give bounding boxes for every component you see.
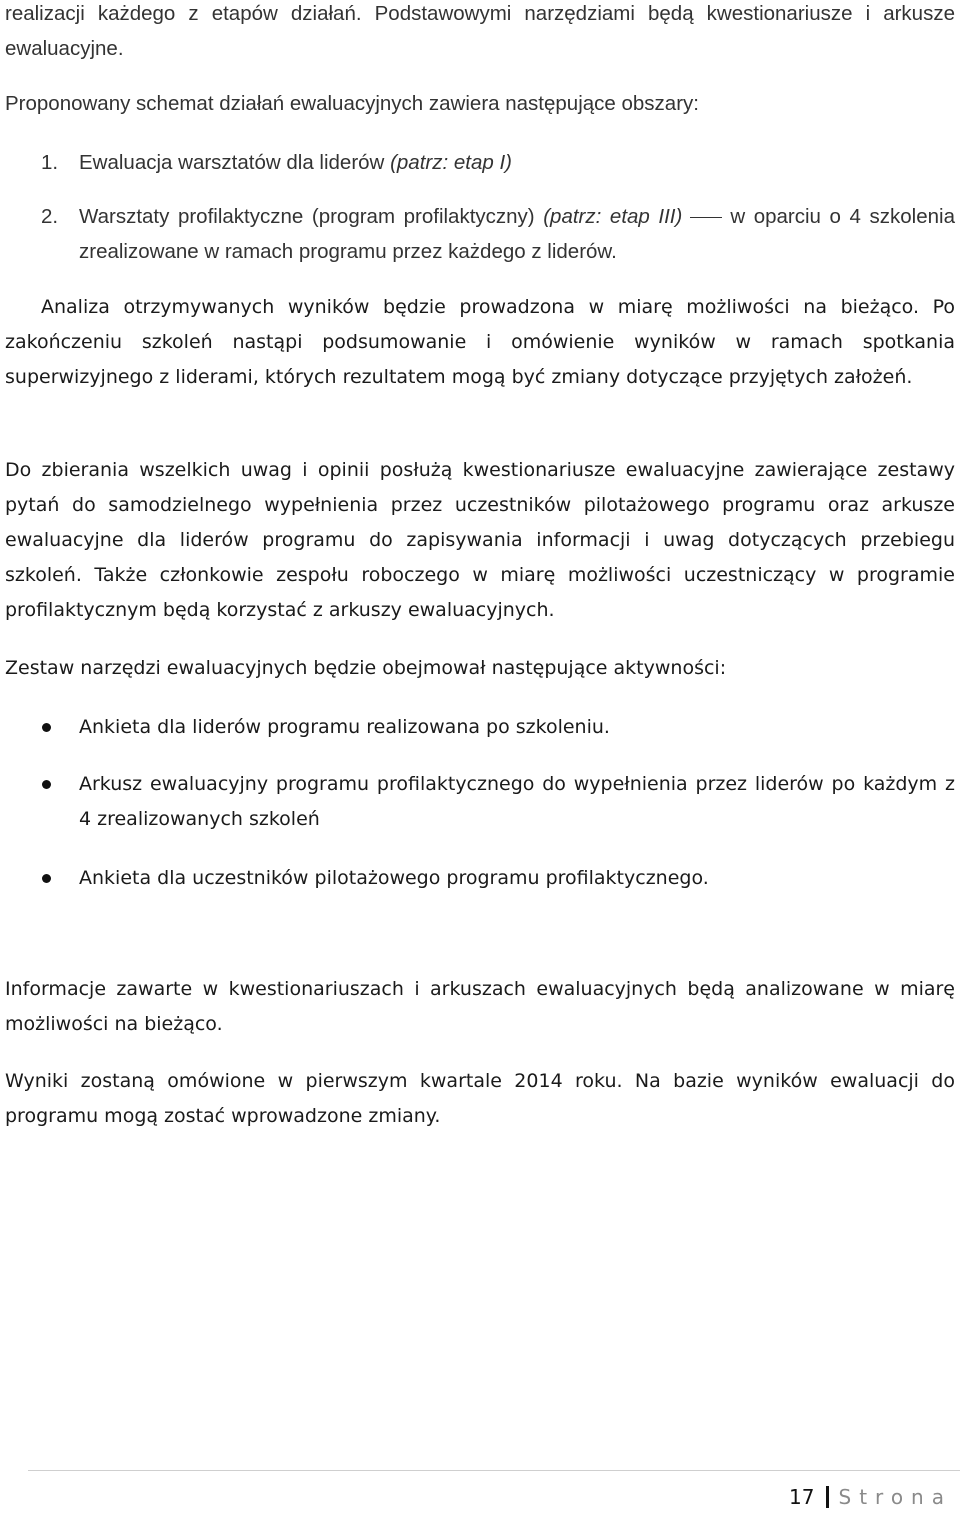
toolset-intro: Zestaw narzędzi ewaluacyjnych będzie obejmował następujące aktywności: bbox=[5, 657, 727, 679]
activity-item-2 bbox=[42, 767, 955, 837]
area-note: (patrz: etap I) bbox=[390, 151, 512, 174]
footer-divider bbox=[28, 1470, 960, 1471]
bullet-icon bbox=[42, 780, 51, 789]
schema-intro: Proponowany schemat działań ewaluacyjnych zawiera następujące obszary: bbox=[5, 92, 699, 115]
collection-paragraph: Do zbierania wszelkich uwag i opinii posłużą kwestionariusze ewaluacyjne zawierające zestawy pytań do samodzielnego wypełnienia przez uczestników pilotażowego programu oraz arkusze ewaluacyjne dla liderów programu do zapisywania informacji i uwag dotyczących przebiegu szkoleń. Także członkowie zespołu roboczego w miarę możliwości uczestniczący w programie profilaktycznym będą korzystać z arkuszy ewaluacyjnych. bbox=[5, 459, 955, 621]
analysis-info-paragraph: Informacje zawarte w kwestionariuszach i arkuszach ewaluacyjnych będą analizowane w miarę możliwości na bieżąco. bbox=[5, 978, 955, 1035]
activity-item-1 bbox=[42, 710, 955, 745]
page-label: Strona bbox=[838, 1485, 952, 1509]
page-number: 17 bbox=[789, 1485, 815, 1509]
top-paragraph: realizacji każdego z etapów działań. Podstawowymi narzędziami będą kwestionariusze i arkusze ewaluacyjne. bbox=[5, 2, 955, 60]
footer-separator bbox=[826, 1486, 829, 1508]
area-number: 2. bbox=[41, 205, 59, 228]
bullet-icon bbox=[42, 723, 51, 732]
area-note: (patrz: etap III) bbox=[543, 205, 683, 228]
area-text bbox=[79, 199, 955, 269]
area-text-after: w oparciu o 4 szkolenia zrealizowane w ramach programu przez każdego z liderów. bbox=[79, 205, 955, 263]
area-text-main: Warsztaty profilaktyczne (program profilaktyczny) bbox=[79, 205, 535, 228]
activity-text: Ankieta dla liderów programu realizowana po szkoleniu. bbox=[79, 716, 610, 738]
analysis-paragraph: Analiza otrzymywanych wyników będzie prowadzona w miarę możliwości na bieżąco. Po zakończeniu szkoleń nastąpi podsumowanie i omówienie wyników w ramach spotkania superwizyjnego z liderami, których rezultatem mogą być zmiany dotyczące przyjętych założeń. bbox=[5, 296, 955, 388]
results-paragraph: Wyniki zostaną omówione w pierwszym kwartale 2014 roku. Na bazie wyników ewaluacji do programu mogą zostać wprowadzone zmiany. bbox=[5, 1070, 955, 1127]
bullet-icon bbox=[42, 874, 51, 883]
page-footer bbox=[789, 1483, 952, 1511]
area-item-2 bbox=[41, 199, 955, 269]
area-number: 1. bbox=[41, 151, 59, 174]
area-text-main: Ewaluacja warsztatów dla liderów bbox=[79, 151, 385, 174]
em-dash bbox=[690, 217, 722, 218]
area-item-1 bbox=[41, 145, 955, 180]
area-text bbox=[79, 145, 955, 180]
activity-text: Arkusz ewaluacyjny programu profilaktycznego do wypełnienia przez liderów po każdym z 4 zrealizowanych szkoleń bbox=[79, 773, 955, 830]
activity-text: Ankieta dla uczestników pilotażowego programu profilaktycznego. bbox=[79, 867, 709, 889]
activity-item-3 bbox=[42, 861, 955, 896]
